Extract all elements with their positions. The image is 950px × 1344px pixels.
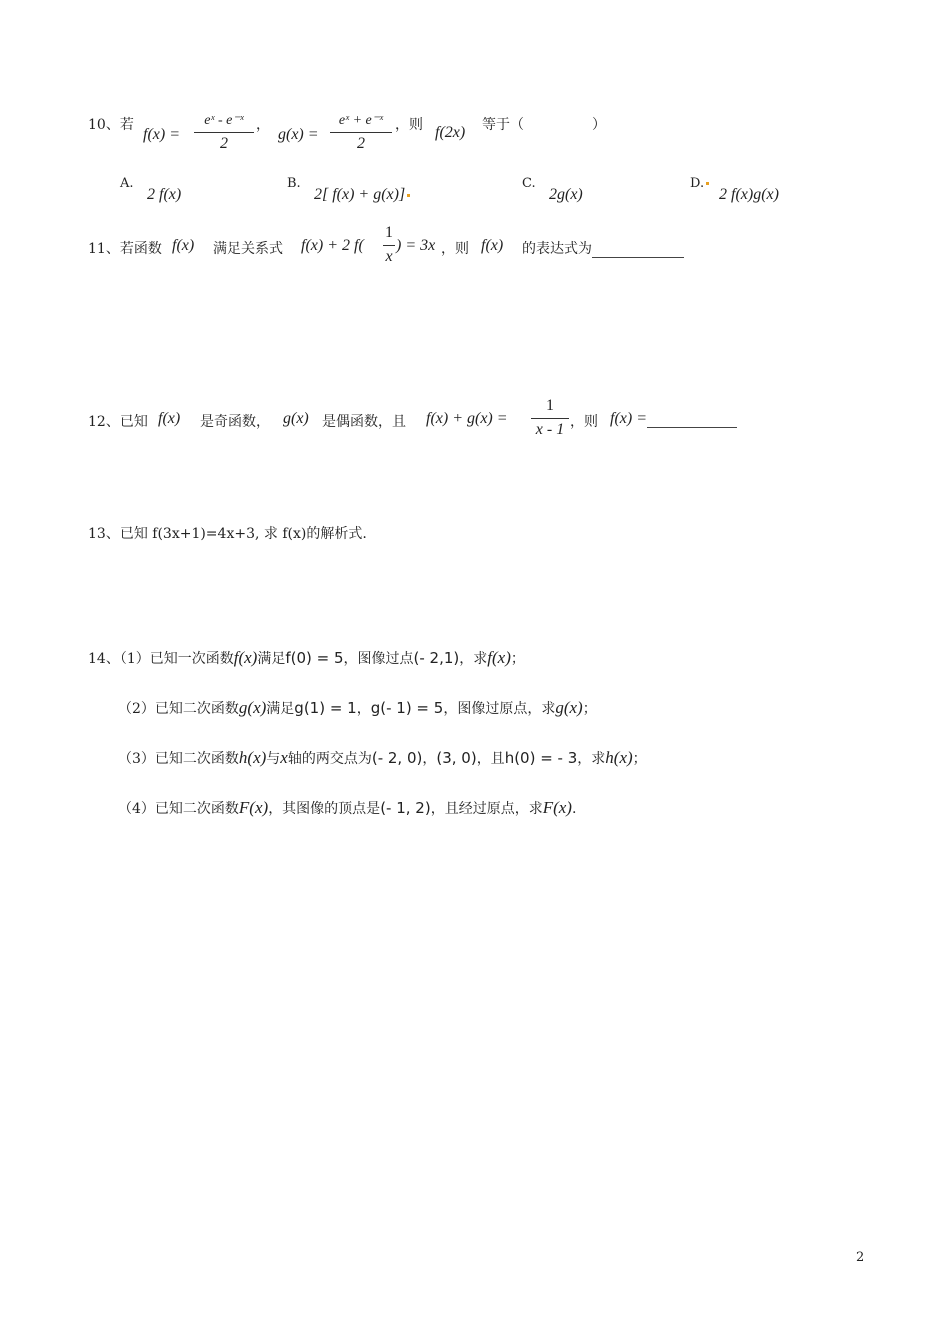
q12-then: ，则 (570, 414, 598, 430)
q12-fx: f(x) (158, 410, 181, 427)
q10-number: 10、若 (88, 117, 134, 133)
q12-odd: 是奇函数， (200, 414, 270, 430)
q10-g-fraction: eˣ + e⁻ˣ 2 (330, 112, 392, 153)
q14-part-4: （4）已知二次函数F(x)，其图像的顶点是(- 1, 2)，且经过原点，求F(x). (118, 798, 577, 817)
q13-text: 13、已知 f(3x+1)=4x+3, 求 f(x)的解析式. (88, 526, 367, 542)
q12-gx: g(x) (283, 410, 309, 427)
q10-target: f(2x) (435, 124, 466, 141)
q14-part-3: （3）已知二次函数h(x)与x轴的两交点为(- 2, 0)，(3, 0)，且h(0) = - 3，求h(x)； (118, 748, 647, 767)
q12-answer-blank[interactable] (647, 413, 737, 428)
q10-f-fraction: eˣ - e⁻ˣ 2 (194, 112, 254, 153)
q10-option-a-expr: 2 f(x) (147, 186, 182, 203)
q11-fx: f(x) (172, 237, 195, 254)
q10-option-c-label: C. (522, 176, 536, 191)
q10-option-d-expr: 2 f(x)g(x) (719, 186, 779, 203)
q10-close-paren: ） (592, 117, 606, 133)
q12-even: 是偶函数，且 (322, 414, 406, 430)
q12-fraction: 1 x - 1 (531, 397, 569, 439)
d-marker-icon (706, 182, 709, 185)
q10-option-a-label: A. (120, 176, 134, 191)
q10-option-d-label: D. (690, 176, 709, 191)
q10-option-b-expr: 2[ f(x) + g(x)] (314, 186, 410, 204)
q11-then: ，则 (441, 241, 469, 257)
q11-fraction: 1 x (385, 224, 393, 265)
q10-g-lhs: g(x) = (278, 126, 319, 143)
q12-equation: f(x) + g(x) = (426, 410, 508, 427)
q14-part-1: 14、（1）已知一次函数f(x)满足f(0) = 5，图像过点(- 2,1)，求f(x)； (88, 648, 525, 667)
q11-answer-blank[interactable] (592, 243, 684, 258)
q10-option-b-label: B. (287, 176, 301, 191)
page-number: 2 (856, 1250, 865, 1265)
q11-condition: 满足关系式 (213, 241, 283, 257)
q10-option-c-expr: 2g(x) (549, 186, 583, 203)
q12-number: 12、已知 (88, 414, 148, 430)
q12-ask: f(x) = (610, 410, 737, 428)
q11-lhs: f(x) + 2 f( (301, 237, 364, 254)
b-marker-icon (407, 194, 410, 197)
q11-rhs: ) = 3x (396, 237, 436, 254)
q10-then: ，则 (395, 117, 423, 133)
q11-fx2: f(x) (481, 237, 504, 254)
q10-separator: ， (256, 117, 270, 133)
q10-f-lhs: f(x) = (143, 126, 180, 143)
q10-equals: 等于（ (482, 117, 524, 133)
q11-number: 11、若函数 (88, 241, 162, 257)
q11-tail: 的表达式为 (522, 238, 684, 258)
q14-part-2: （2）已知二次函数g(x)满足g(1) = 1，g(- 1) = 5，图像过原点，求g(x)； (118, 698, 597, 717)
